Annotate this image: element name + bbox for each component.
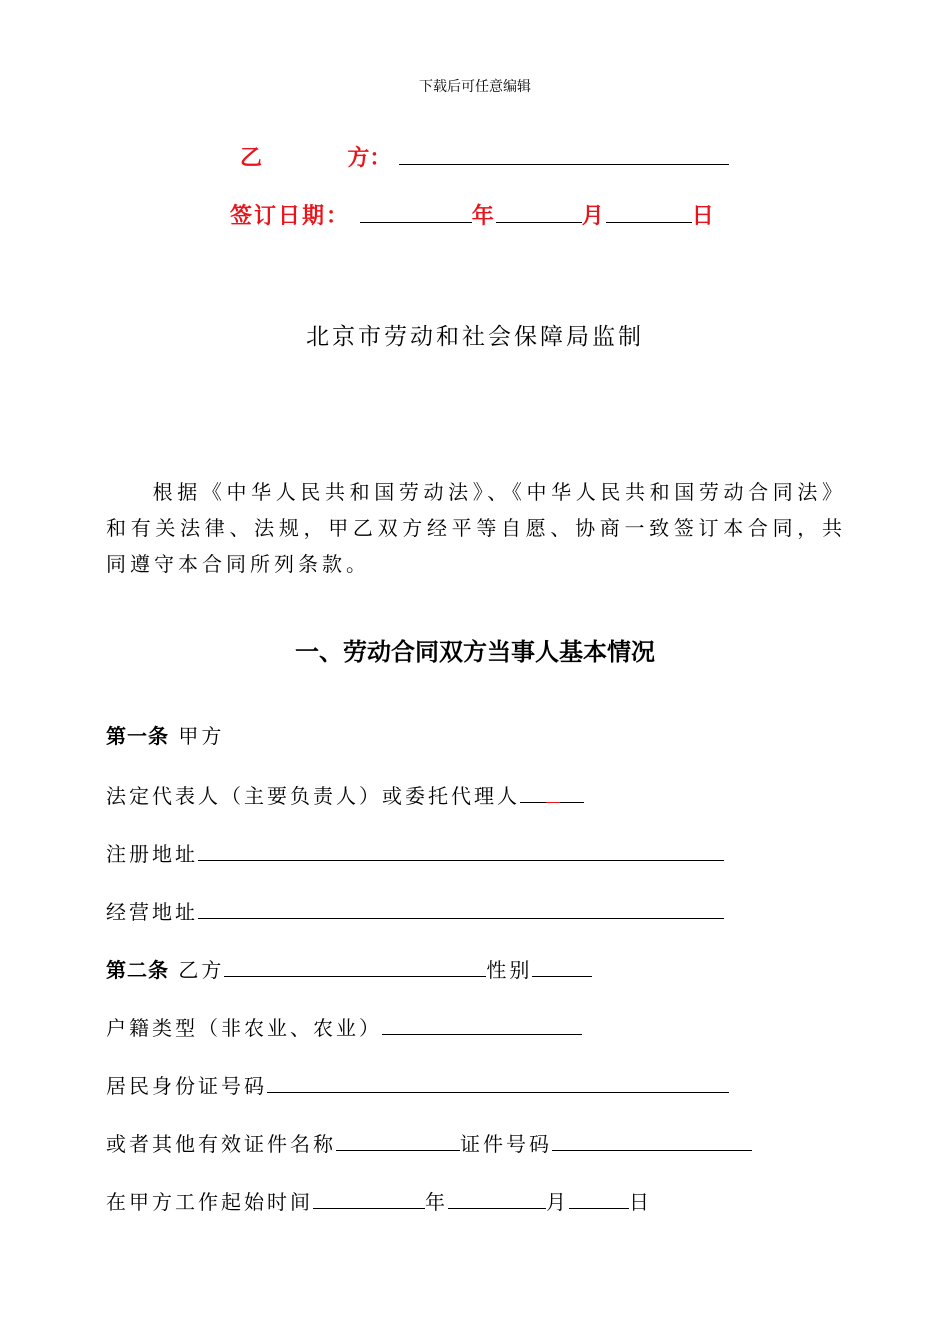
household-blank[interactable] — [382, 1012, 582, 1035]
other-id-name-label: 或者其他有效证件名称 — [106, 1132, 336, 1156]
article1-heading: 第一条 — [106, 724, 169, 748]
biz-address-label: 经营地址 — [106, 900, 198, 924]
start-day-label: 日 — [629, 1190, 652, 1214]
legal-rep-red-mark — [546, 780, 560, 803]
start-day-blank[interactable] — [569, 1186, 629, 1209]
start-time-row — [106, 1186, 652, 1215]
party-b-label-1: 乙 — [240, 146, 263, 171]
gender-label: 性别 — [486, 958, 533, 982]
legal-rep-blank-b[interactable] — [560, 780, 584, 803]
supervisor-text: 北京市劳动和社会保障局监制 — [306, 324, 644, 350]
sign-date-line — [230, 198, 716, 230]
biz-address-blank[interactable] — [198, 896, 724, 919]
article2-row — [106, 954, 592, 983]
start-month-blank[interactable] — [448, 1186, 546, 1209]
party-b-line — [240, 140, 729, 172]
id-number-row — [106, 1070, 729, 1099]
other-id-row — [106, 1128, 752, 1157]
intro-text: 根据《中华人民共和国劳动法》、《中华人民共和国劳动合同法》和有关法律、法规，甲乙双方经平等自愿、协商一致签订本合同，共同遵守本合同所列条款。 — [106, 480, 846, 576]
party-b-blank[interactable] — [399, 140, 729, 165]
article2-label: 乙方 — [178, 958, 225, 982]
household-label: 户籍类型（非农业、农业） — [106, 1016, 382, 1040]
header-note: 下载后可任意编辑 — [419, 79, 531, 95]
legal-rep-blank-a[interactable] — [520, 780, 546, 803]
intro-paragraph — [106, 474, 846, 582]
sign-year-blank[interactable] — [360, 198, 472, 223]
sign-day-label: 日 — [691, 204, 716, 229]
reg-address-blank[interactable] — [198, 838, 724, 861]
start-month-label: 月 — [546, 1190, 569, 1214]
reg-address-label: 注册地址 — [106, 842, 198, 866]
start-time-label: 在甲方工作起始时间 — [106, 1190, 313, 1214]
sign-day-blank[interactable] — [606, 198, 692, 223]
sign-year-label: 年 — [471, 204, 496, 229]
household-row — [106, 1012, 582, 1041]
other-id-name-blank[interactable] — [336, 1128, 460, 1151]
article1-label: 甲方 — [178, 724, 225, 748]
gender-blank[interactable] — [532, 954, 592, 977]
article1-row — [106, 720, 224, 749]
other-id-number-label: 证件号码 — [460, 1132, 552, 1156]
other-id-number-blank[interactable] — [552, 1128, 752, 1151]
legal-rep-row — [106, 780, 584, 809]
party-b-label-2: 方： — [347, 146, 392, 171]
start-year-label: 年 — [425, 1190, 448, 1214]
id-number-blank[interactable] — [267, 1070, 729, 1093]
reg-address-row — [106, 838, 724, 867]
legal-rep-label: 法定代表人（主要负责人）或委托代理人 — [106, 784, 520, 808]
section-title: 一、劳动合同双方当事人基本情况 — [295, 638, 655, 666]
biz-address-row — [106, 896, 724, 925]
start-year-blank[interactable] — [313, 1186, 425, 1209]
sign-month-blank[interactable] — [496, 198, 582, 223]
party-b-name-blank[interactable] — [224, 954, 486, 977]
article2-heading: 第二条 — [106, 958, 169, 982]
sign-month-label: 月 — [581, 204, 606, 229]
id-number-label: 居民身份证号码 — [106, 1074, 267, 1098]
sign-date-label: 签订日期： — [230, 204, 351, 229]
